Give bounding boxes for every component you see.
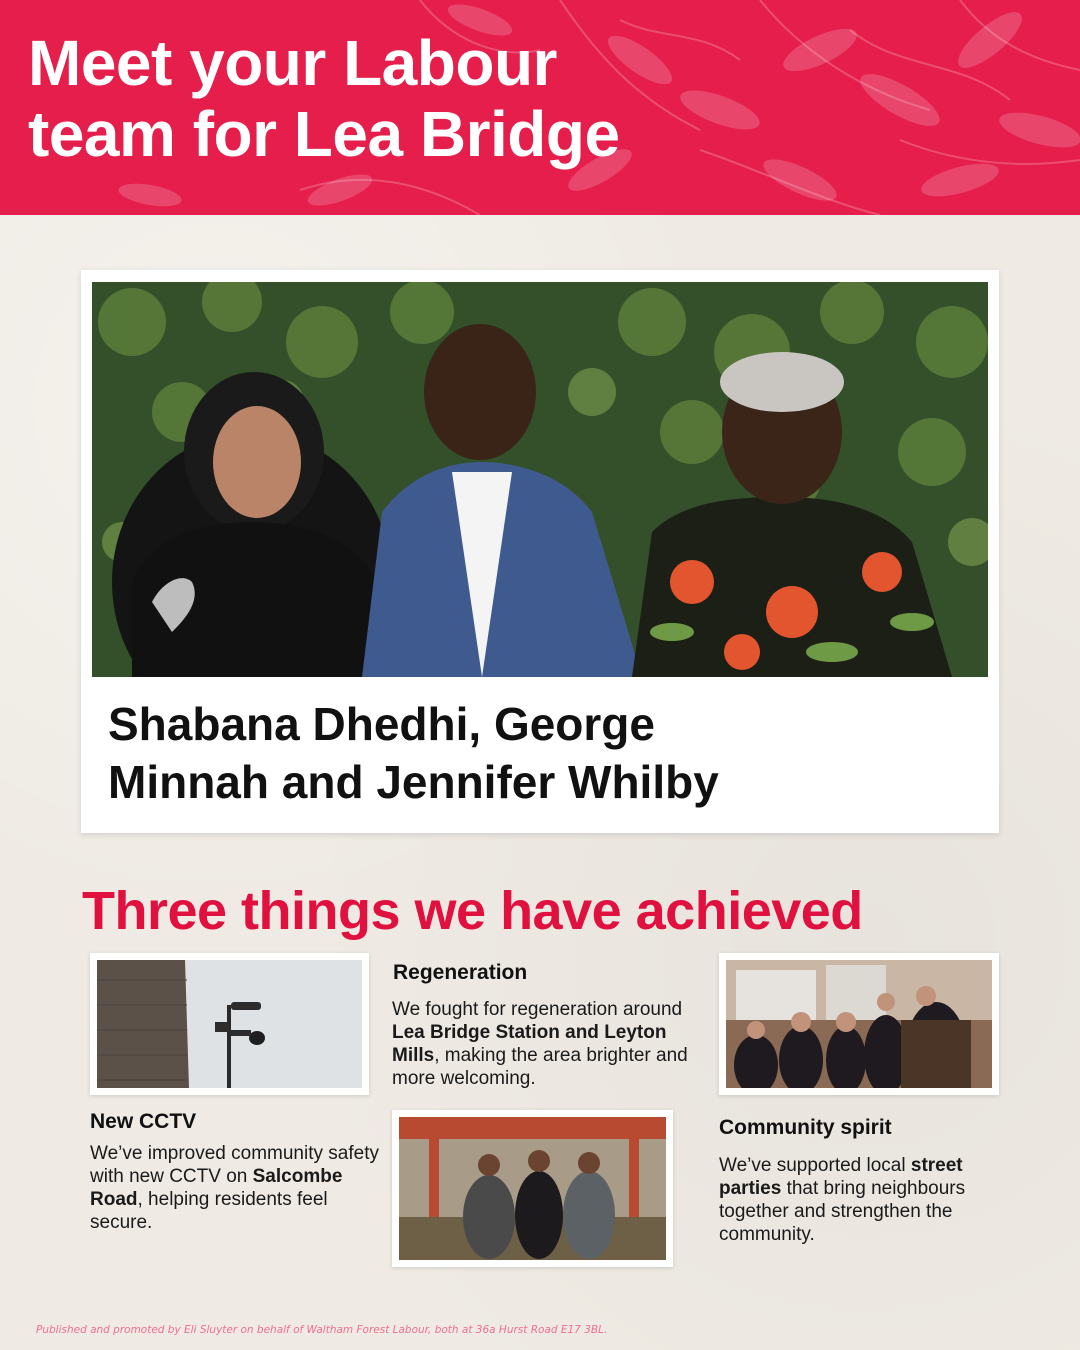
team-names-line-2: Minnah and Jennifer Whilby bbox=[108, 756, 719, 809]
cctv-text-part-1: We’ve improved community safety with new CCTV on bbox=[90, 1143, 379, 1187]
imprint-text: Published and promoted by Eli Sluyter on behalf of Waltham Forest Labour, both at 36a Hurst Road E17 3BL. bbox=[36, 1324, 608, 1336]
community-heading: Community spirit bbox=[719, 1116, 892, 1139]
community-photo bbox=[726, 960, 992, 1088]
cctv-heading: New CCTV bbox=[90, 1110, 197, 1133]
header-banner bbox=[0, 0, 1080, 215]
cctv-photo bbox=[97, 960, 362, 1088]
achievements-title: Three things we have achieved bbox=[82, 881, 863, 941]
regeneration-heading: Regeneration bbox=[393, 961, 528, 984]
regeneration-photo bbox=[399, 1117, 666, 1260]
cctv-camera-illustration bbox=[97, 960, 362, 1088]
community-photo-frame bbox=[719, 953, 999, 1095]
team-names-line-1: Shabana Dhedhi, George bbox=[108, 698, 655, 750]
cctv-text bbox=[90, 1142, 390, 1234]
team-photo bbox=[92, 282, 988, 677]
cctv-photo-frame bbox=[90, 953, 369, 1095]
community-choir-illustration bbox=[726, 960, 992, 1088]
cctv-text-highlight: Salcombe Road bbox=[90, 1166, 343, 1210]
regeneration-text bbox=[392, 998, 712, 1090]
community-text-part-1: We’ve supported local bbox=[719, 1155, 911, 1176]
community-text-part-3: that bring neighbours together and strengthen the community. bbox=[719, 1178, 966, 1245]
regeneration-text-part-3: , making the area brighter and more welcoming. bbox=[392, 1045, 688, 1089]
team-card bbox=[81, 270, 999, 833]
community-text-highlight: street parties bbox=[719, 1155, 963, 1199]
title-line-2: team for Lea Bridge bbox=[28, 98, 620, 171]
page-title bbox=[28, 28, 848, 170]
community-text bbox=[719, 1154, 1019, 1246]
regeneration-text-highlight: Lea Bridge Station and Leyton Mills bbox=[392, 1022, 667, 1066]
team-names bbox=[108, 695, 948, 812]
team-photo-illustration bbox=[92, 282, 988, 677]
cctv-text-part-3: , helping residents feel secure. bbox=[90, 1189, 328, 1233]
title-line-1: Meet your Labour bbox=[28, 27, 557, 99]
regeneration-text-part-1: We fought for regeneration around bbox=[392, 999, 683, 1020]
regeneration-photo-frame bbox=[392, 1110, 673, 1267]
regeneration-group-illustration bbox=[399, 1117, 666, 1260]
